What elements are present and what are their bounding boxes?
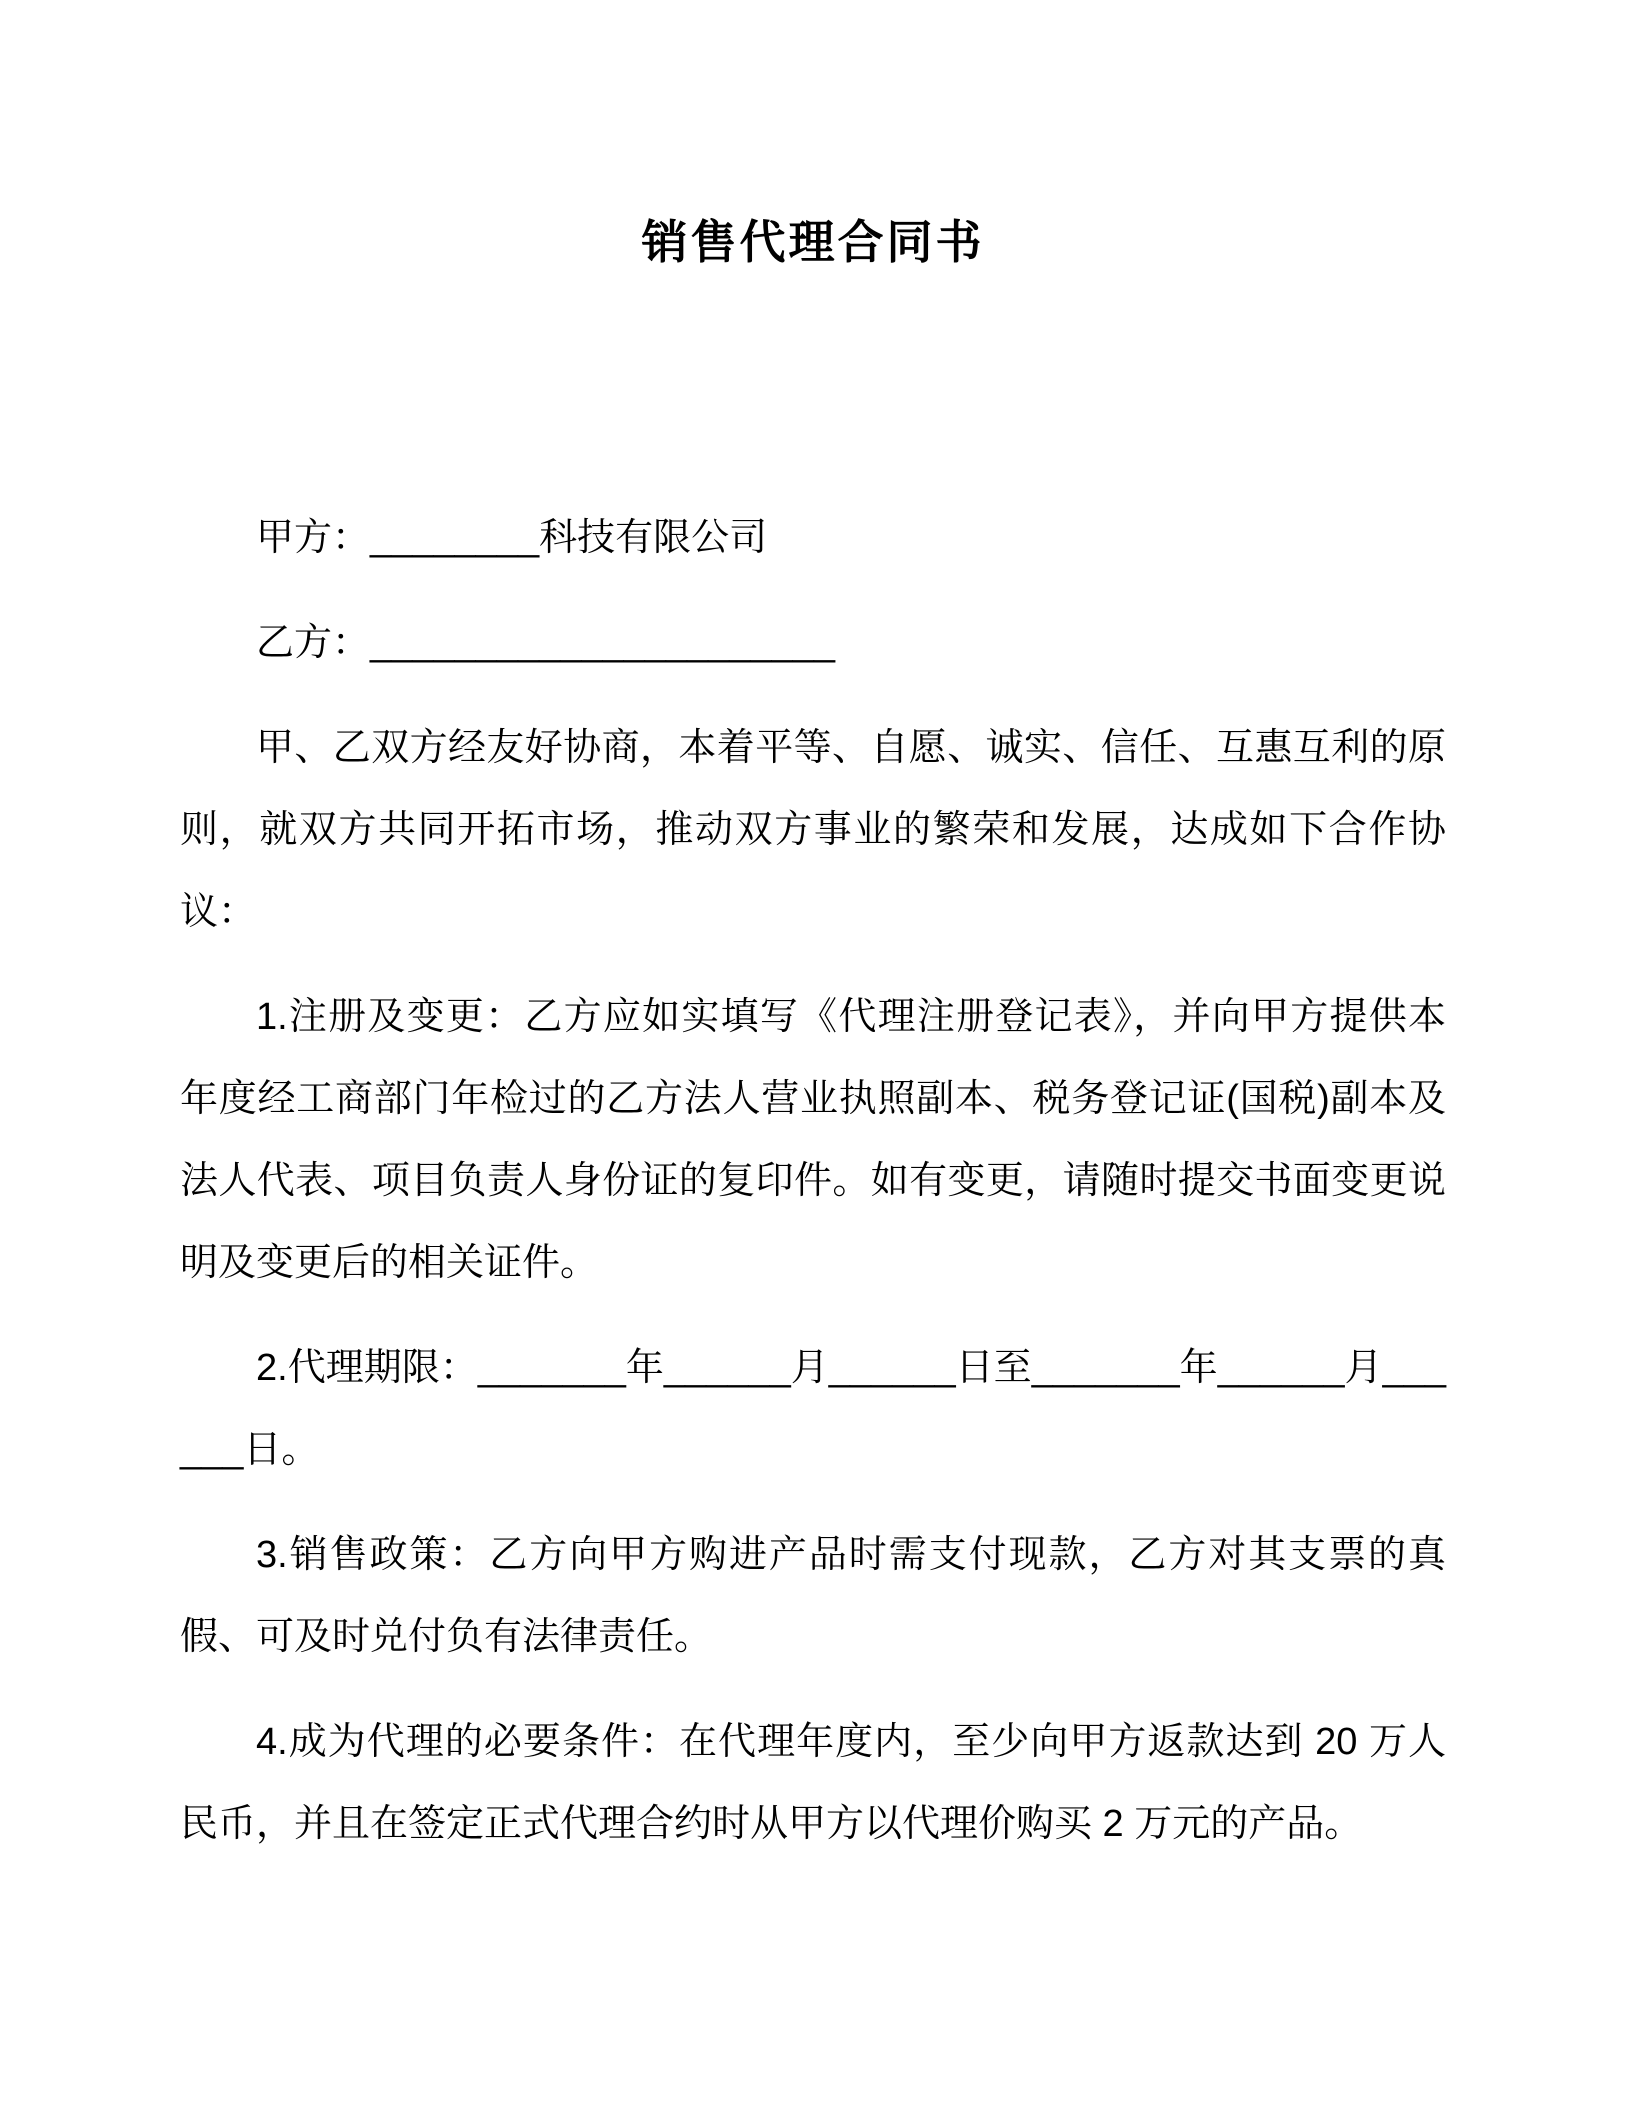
document-title: 销售代理合同书 [641,216,985,268]
party-b-blank: ______________________ [370,622,835,664]
party-b-label: 乙方： [256,622,371,664]
party-a-blank: ________科技有限公司 [370,517,768,559]
clause-4-agency-requirements: 4.成为代理的必要条件：在代理年度内，至少向甲方返款达到 20 万人民币，并且在签定正式代理合约时从甲方以代理价购买 2 万元的产品。 [180,1721,1446,1845]
party-a-label: 甲方： [256,517,371,559]
party-a-line [180,497,1446,579]
clause-2-agency-term: 2.代理期限：_______年______月______日至_______年______月______日。 [180,1347,1446,1471]
party-b-line [180,602,1446,684]
clause-3-sales-policy: 3.销售政策：乙方向甲方购进产品时需支付现款，乙方对其支票的真假、可及时兑付负有法律责任。 [180,1534,1446,1658]
intro-paragraph: 甲、乙双方经友好协商，本着平等、自愿、诚实、信任、互惠互利的原则，就双方共同开拓市场，推动双方事业的繁荣和发展，达成如下合作协议： [180,727,1446,933]
clause-1-registration: 1.注册及变更：乙方应如实填写《代理注册登记表》，并向甲方提供本年度经工商部门年检过的乙方法人营业执照副本、税务登记证(国税)副本及法人代表、项目负责人身份证的复印件。如有变更，请随时提交书面变更说明及变更后的相关证件。 [180,996,1446,1284]
